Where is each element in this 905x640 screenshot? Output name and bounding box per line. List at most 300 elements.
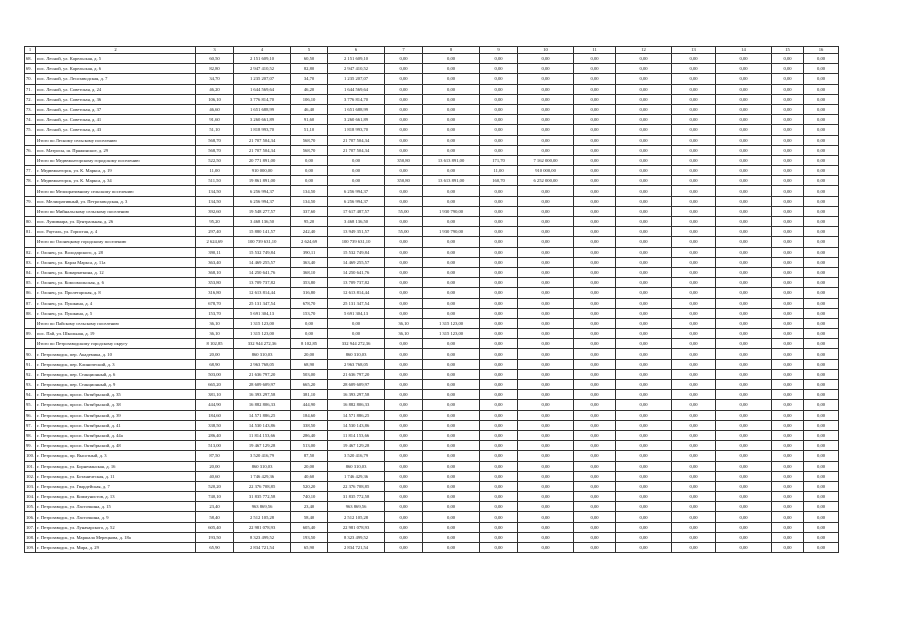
value-cell: 350,80	[385, 176, 423, 186]
address-cell: Итого по Лесному сельскому поселению	[36, 135, 196, 145]
row-number-cell: 97.	[25, 420, 36, 430]
value-cell: 0,00	[716, 369, 772, 379]
value-cell: 22 376 708,85	[234, 481, 291, 491]
value-cell: 0,00	[480, 74, 518, 84]
value-cell: 0,00	[672, 532, 716, 542]
value-cell: 0,00	[672, 115, 716, 125]
value-cell: 0,00	[772, 481, 804, 491]
value-cell: 0,00	[480, 288, 518, 298]
value-cell: 0,00	[480, 94, 518, 104]
value-cell: 678,70	[196, 298, 234, 308]
value-cell: 0,00	[672, 227, 716, 237]
value-cell: 106,10	[291, 94, 328, 104]
value-cell: 0,00	[574, 125, 616, 135]
value-cell: 0,00	[518, 278, 574, 288]
value-cell: 0,00	[574, 237, 616, 247]
value-cell: 0,00	[480, 492, 518, 502]
value-cell: 0,00	[480, 267, 518, 277]
value-cell: 19 548 277,57	[234, 206, 291, 216]
value-cell: 0,00	[423, 237, 480, 247]
value-cell: 0,00	[804, 196, 839, 206]
value-cell: 0,00	[385, 543, 423, 553]
row-number-cell: 83.	[25, 257, 36, 267]
value-cell: 0,00	[616, 430, 672, 440]
value-cell: 0,00	[716, 298, 772, 308]
value-cell: 82,80	[291, 64, 328, 74]
value-cell: 0,00	[480, 532, 518, 542]
value-cell: 0,00	[423, 359, 480, 369]
value-cell: 0,00	[480, 359, 518, 369]
value-cell: 0,00	[574, 492, 616, 502]
value-cell: 0,00	[716, 237, 772, 247]
value-cell: 0,00	[518, 288, 574, 298]
value-cell: 0,00	[518, 186, 574, 196]
value-cell: 0,00	[772, 410, 804, 420]
value-cell: 0,00	[574, 380, 616, 390]
value-cell: 0,00	[423, 288, 480, 298]
value-cell: 0,00	[423, 64, 480, 74]
value-cell: 0,00	[804, 543, 839, 553]
value-cell: 0,00	[518, 298, 574, 308]
housing-program-table	[24, 46, 839, 553]
value-cell: 511,50	[196, 176, 234, 186]
table-row	[25, 471, 839, 481]
value-cell: 8 102,85	[291, 339, 328, 349]
value-cell: 0,00	[616, 64, 672, 74]
address-cell: г. Петрозаводск, просп. Октябрьский, д. 44а	[36, 430, 196, 440]
column-header: 16	[804, 47, 839, 54]
value-cell: 0,00	[518, 543, 574, 553]
value-cell: 106,10	[196, 94, 234, 104]
value-cell: 46,40	[291, 104, 328, 114]
column-header: 13	[672, 47, 716, 54]
address-cell: г. Петрозаводск, пер. Станционный, д. 6	[36, 369, 196, 379]
value-cell: 0,00	[518, 430, 574, 440]
value-cell: 0,00	[480, 339, 518, 349]
value-cell: 0,00	[423, 380, 480, 390]
value-cell: 0,00	[716, 400, 772, 410]
value-cell: 0,00	[328, 329, 385, 339]
value-cell: 0,00	[772, 502, 804, 512]
value-cell: 332 944 272,36	[234, 339, 291, 349]
value-cell: 0,00	[385, 502, 423, 512]
value-cell: 11 814 153,66	[328, 430, 385, 440]
value-cell: 0,00	[518, 267, 574, 277]
value-cell: 91,60	[291, 115, 328, 125]
value-cell: 58,40	[196, 512, 234, 522]
value-cell: 23,40	[291, 502, 328, 512]
value-cell: 0,00	[574, 145, 616, 155]
value-cell: 0,00	[616, 94, 672, 104]
value-cell: 337,60	[291, 206, 328, 216]
value-cell: 0,00	[385, 237, 423, 247]
column-header: 7	[385, 47, 423, 54]
table-row	[25, 196, 839, 206]
value-cell: 0,00	[423, 104, 480, 114]
value-cell: 0,00	[385, 135, 423, 145]
table-row	[25, 64, 839, 74]
value-cell: 0,00	[616, 278, 672, 288]
value-cell: 0,00	[716, 196, 772, 206]
value-cell: 0,00	[672, 410, 716, 420]
value-cell: 0,00	[518, 349, 574, 359]
row-number-cell: 82.	[25, 247, 36, 257]
value-cell: 15 880 141,57	[234, 227, 291, 237]
row-number-cell	[25, 237, 36, 247]
value-cell: 0,00	[772, 400, 804, 410]
row-number-cell: 103.	[25, 481, 36, 491]
value-cell: 678,70	[291, 298, 328, 308]
value-cell: 0,00	[574, 247, 616, 257]
value-cell: 0,00	[772, 298, 804, 308]
address-cell: г. Медвежьегорск, ул. К. Маркса, д. 19	[36, 166, 196, 176]
value-cell: 0,00	[616, 237, 672, 247]
value-cell: 910 000,00	[234, 166, 291, 176]
value-cell: 0,00	[672, 64, 716, 74]
value-cell: 0,00	[772, 532, 804, 542]
value-cell: 21 707 504,34	[234, 145, 291, 155]
value-cell: 0,00	[385, 410, 423, 420]
value-cell: 0,00	[772, 349, 804, 359]
value-cell: 2 947 410,52	[234, 64, 291, 74]
value-cell: 860 310,03	[328, 461, 385, 471]
value-cell: 0,00	[616, 532, 672, 542]
value-cell: 0,00	[804, 94, 839, 104]
table-row	[25, 94, 839, 104]
value-cell: 0,00	[480, 410, 518, 420]
value-cell: 0,00	[480, 104, 518, 114]
value-cell: 0,00	[772, 278, 804, 288]
value-cell: 0,00	[574, 420, 616, 430]
value-cell: 0,00	[518, 54, 574, 64]
value-cell: 0,00	[385, 430, 423, 440]
value-cell: 0,00	[518, 380, 574, 390]
value-cell: 0,00	[672, 522, 716, 532]
value-cell: 21 636 797,20	[328, 369, 385, 379]
value-cell: 0,00	[328, 166, 385, 176]
value-cell: 0,00	[480, 430, 518, 440]
value-cell: 0,00	[804, 430, 839, 440]
value-cell: 15 532 749,84	[234, 247, 291, 257]
value-cell: 55,00	[385, 206, 423, 216]
value-cell: 0,00	[385, 257, 423, 267]
table-row	[25, 502, 839, 512]
table-row	[25, 380, 839, 390]
row-number-cell: 109.	[25, 543, 36, 553]
value-cell: 11 814 153,66	[234, 430, 291, 440]
value-cell: 20 771 891,00	[234, 155, 291, 165]
value-cell: 1 235 207,07	[234, 74, 291, 84]
value-cell: 3 468 136,50	[328, 217, 385, 227]
value-cell: 0,00	[804, 64, 839, 74]
row-number-cell: 93.	[25, 380, 36, 390]
value-cell: 14 250 641,76	[328, 267, 385, 277]
value-cell: 568,70	[196, 145, 234, 155]
value-cell: 0,00	[480, 64, 518, 74]
value-cell: 0,00	[804, 176, 839, 186]
row-number-cell	[25, 135, 36, 145]
row-number-cell: 76.	[25, 145, 36, 155]
value-cell: 1 644 569,64	[234, 84, 291, 94]
value-cell: 0,00	[804, 420, 839, 430]
value-cell: 0,00	[574, 390, 616, 400]
value-cell: 316,80	[291, 288, 328, 298]
value-cell: 0,00	[385, 278, 423, 288]
address-cell: г. Петрозаводск, просп. Октябрьский, д. 41	[36, 420, 196, 430]
value-cell: 0,00	[672, 492, 716, 502]
value-cell: 0,00	[574, 278, 616, 288]
value-cell: 0,00	[574, 481, 616, 491]
row-number-cell: 105.	[25, 502, 36, 512]
value-cell: 0,00	[804, 155, 839, 165]
value-cell: 0,00	[385, 64, 423, 74]
value-cell: 0,00	[716, 155, 772, 165]
address-cell: г. Петрозаводск, просп. Октябрьский, д. 39	[36, 410, 196, 420]
row-number-cell: 95.	[25, 400, 36, 410]
value-cell: 82,80	[196, 64, 234, 74]
value-cell: 0,00	[385, 492, 423, 502]
value-cell: 0,00	[772, 420, 804, 430]
value-cell: 0,00	[480, 441, 518, 451]
value-cell: 0,00	[423, 94, 480, 104]
value-cell: 0,00	[616, 115, 672, 125]
value-cell: 28 609 609,97	[234, 380, 291, 390]
value-cell: 0,00	[616, 176, 672, 186]
value-cell: 0,00	[291, 329, 328, 339]
value-cell: 0,00	[480, 308, 518, 318]
value-cell: 0,00	[423, 410, 480, 420]
value-cell: 0,00	[672, 84, 716, 94]
value-cell: 0,00	[716, 359, 772, 369]
value-cell: 0,00	[385, 471, 423, 481]
value-cell: 0,00	[518, 441, 574, 451]
value-cell: 1 746 429,36	[328, 471, 385, 481]
value-cell: 0,00	[423, 543, 480, 553]
value-cell: 0,00	[616, 84, 672, 94]
value-cell: 0,00	[385, 125, 423, 135]
value-cell: 860 310,03	[328, 349, 385, 359]
value-cell: 0,00	[716, 430, 772, 440]
value-cell: 0,00	[574, 532, 616, 542]
value-cell: 0,00	[291, 166, 328, 176]
value-cell: 0,00	[385, 451, 423, 461]
value-cell: 40,60	[291, 471, 328, 481]
value-cell: 1 315 123,00	[423, 329, 480, 339]
value-cell: 0,00	[804, 237, 839, 247]
value-cell: 0,00	[616, 502, 672, 512]
table-row	[25, 104, 839, 114]
value-cell: 0,00	[672, 349, 716, 359]
value-cell: 0,00	[423, 54, 480, 64]
value-cell: 0,00	[616, 257, 672, 267]
value-cell: 0,00	[574, 135, 616, 145]
value-cell: 0,00	[518, 217, 574, 227]
value-cell: 1 651 688,99	[234, 104, 291, 114]
value-cell: 0,00	[772, 64, 804, 74]
value-cell: 568,70	[291, 145, 328, 155]
row-number-cell: 72.	[25, 94, 36, 104]
table-row	[25, 430, 839, 440]
value-cell: 0,00	[672, 471, 716, 481]
value-cell: 0,00	[480, 196, 518, 206]
value-cell: 0,00	[518, 512, 574, 522]
value-cell: 153,70	[291, 308, 328, 318]
value-cell: 665,20	[291, 380, 328, 390]
table-row	[25, 349, 839, 359]
value-cell: 0,00	[804, 166, 839, 176]
row-number-cell: 74.	[25, 115, 36, 125]
value-cell: 1 818 993,70	[328, 125, 385, 135]
value-cell: 0,00	[518, 492, 574, 502]
value-cell: 0,00	[672, 298, 716, 308]
address-cell: пос. Лесной, ул. Советская, д. 41	[36, 115, 196, 125]
value-cell: 91,60	[196, 115, 234, 125]
table-row	[25, 166, 839, 176]
value-cell: 34,70	[291, 74, 328, 84]
value-cell: 0,00	[423, 125, 480, 135]
column-header: 4	[234, 47, 291, 54]
value-cell: 0,00	[672, 176, 716, 186]
value-cell: 22 981 078,93	[328, 522, 385, 532]
value-cell: 0,00	[423, 145, 480, 155]
value-cell: 31 835 772,58	[234, 492, 291, 502]
value-cell: 0,00	[672, 512, 716, 522]
value-cell: 0,00	[772, 257, 804, 267]
value-cell: 503,00	[196, 369, 234, 379]
value-cell: 0,00	[616, 155, 672, 165]
value-cell: 13 613 891,00	[423, 155, 480, 165]
value-cell: 0,00	[772, 84, 804, 94]
value-cell: 350,80	[385, 155, 423, 165]
value-cell: 0,00	[672, 329, 716, 339]
value-cell: 16 882 806,33	[234, 400, 291, 410]
value-cell: 0,00	[518, 64, 574, 74]
value-cell: 3 468 136,50	[234, 217, 291, 227]
value-cell: 568,70	[291, 135, 328, 145]
value-cell: 3 260 661,89	[234, 115, 291, 125]
row-number-cell: 106.	[25, 512, 36, 522]
value-cell: 0,00	[385, 308, 423, 318]
value-cell: 0,00	[616, 186, 672, 196]
row-number-cell: 73.	[25, 104, 36, 114]
value-cell: 0,00	[385, 461, 423, 471]
value-cell: 0,00	[574, 329, 616, 339]
value-cell: 193,50	[291, 532, 328, 542]
value-cell: 0,00	[480, 186, 518, 196]
value-cell: 0,00	[716, 54, 772, 64]
table-row	[25, 298, 839, 308]
value-cell: 153,70	[196, 308, 234, 318]
row-number-cell: 78.	[25, 176, 36, 186]
address-cell: г. Петрозаводск, пер. Клинический, д. 3	[36, 359, 196, 369]
value-cell: 0,00	[716, 441, 772, 451]
value-cell: 0,00	[804, 390, 839, 400]
value-cell: 0,00	[423, 166, 480, 176]
value-cell: 0,00	[518, 237, 574, 247]
value-cell: 0,00	[672, 247, 716, 257]
value-cell: 0,00	[804, 369, 839, 379]
value-cell: 0,00	[574, 115, 616, 125]
value-cell: 0,00	[574, 257, 616, 267]
table-row	[25, 115, 839, 125]
value-cell: 5 691 304,13	[328, 308, 385, 318]
value-cell: 0,00	[518, 471, 574, 481]
value-cell: 0,00	[574, 227, 616, 237]
value-cell: 7 162 000,00	[518, 155, 574, 165]
value-cell: 0,00	[291, 176, 328, 186]
value-cell: 0,00	[772, 390, 804, 400]
value-cell: 0,00	[423, 349, 480, 359]
value-cell: 14 530 143,86	[328, 420, 385, 430]
value-cell: 363,40	[196, 257, 234, 267]
value-cell: 0,00	[616, 481, 672, 491]
value-cell: 46,60	[196, 104, 234, 114]
value-cell: 0,00	[716, 420, 772, 430]
row-number-cell	[25, 206, 36, 216]
value-cell: 2 963 768,05	[234, 359, 291, 369]
column-header: 15	[772, 47, 804, 54]
value-cell: 0,00	[423, 186, 480, 196]
table-row	[25, 329, 839, 339]
value-cell: 65,90	[291, 543, 328, 553]
value-cell: 0,00	[716, 543, 772, 553]
value-cell: 0,00	[616, 74, 672, 84]
value-cell: 0,00	[716, 217, 772, 227]
value-cell: 0,00	[518, 196, 574, 206]
address-cell: Итого по Мелиоративному сельскому поселению	[36, 186, 196, 196]
value-cell: 0,00	[672, 400, 716, 410]
value-cell: 0,00	[574, 339, 616, 349]
value-cell: 368,10	[291, 267, 328, 277]
value-cell: 0,00	[385, 186, 423, 196]
value-cell: 0,00	[616, 329, 672, 339]
value-cell: 0,00	[574, 461, 616, 471]
table-row	[25, 441, 839, 451]
value-cell: 0,00	[423, 74, 480, 84]
address-cell: Итого по Медвежьегорскому городскому поселению	[36, 155, 196, 165]
value-cell: 0,00	[804, 410, 839, 420]
address-cell: г. Петрозаводск, просп. Октябрьский, д. 38	[36, 400, 196, 410]
value-cell: 0,00	[423, 400, 480, 410]
value-cell: 0,00	[574, 502, 616, 512]
row-number-cell: 77.	[25, 166, 36, 176]
table-row	[25, 227, 839, 237]
value-cell: 0,00	[716, 125, 772, 135]
value-cell: 0,00	[616, 400, 672, 410]
value-cell: 2 947 410,52	[328, 64, 385, 74]
value-cell: 0,00	[616, 492, 672, 502]
value-cell: 0,00	[804, 512, 839, 522]
value-cell: 0,00	[804, 267, 839, 277]
address-cell: г. Петрозаводск, ул. Маршала Мерецкова, д. 18а	[36, 532, 196, 542]
value-cell: 0,00	[716, 84, 772, 94]
value-cell: 910 000,00	[518, 166, 574, 176]
value-cell: 0,00	[574, 84, 616, 94]
value-cell: 0,00	[518, 318, 574, 328]
value-cell: 242,40	[291, 227, 328, 237]
row-number-cell: 71.	[25, 84, 36, 94]
value-cell: 0,00	[385, 217, 423, 227]
value-cell: 0,00	[385, 481, 423, 491]
value-cell: 3 520 416,79	[234, 451, 291, 461]
value-cell: 0,00	[672, 237, 716, 247]
value-cell: 0,00	[716, 532, 772, 542]
value-cell: 860 310,03	[234, 349, 291, 359]
value-cell: 8 102,85	[196, 339, 234, 349]
address-cell: пос. Лесной, ул. Советская, д. 37	[36, 104, 196, 114]
value-cell: 0,00	[518, 135, 574, 145]
value-cell: 0,00	[518, 400, 574, 410]
